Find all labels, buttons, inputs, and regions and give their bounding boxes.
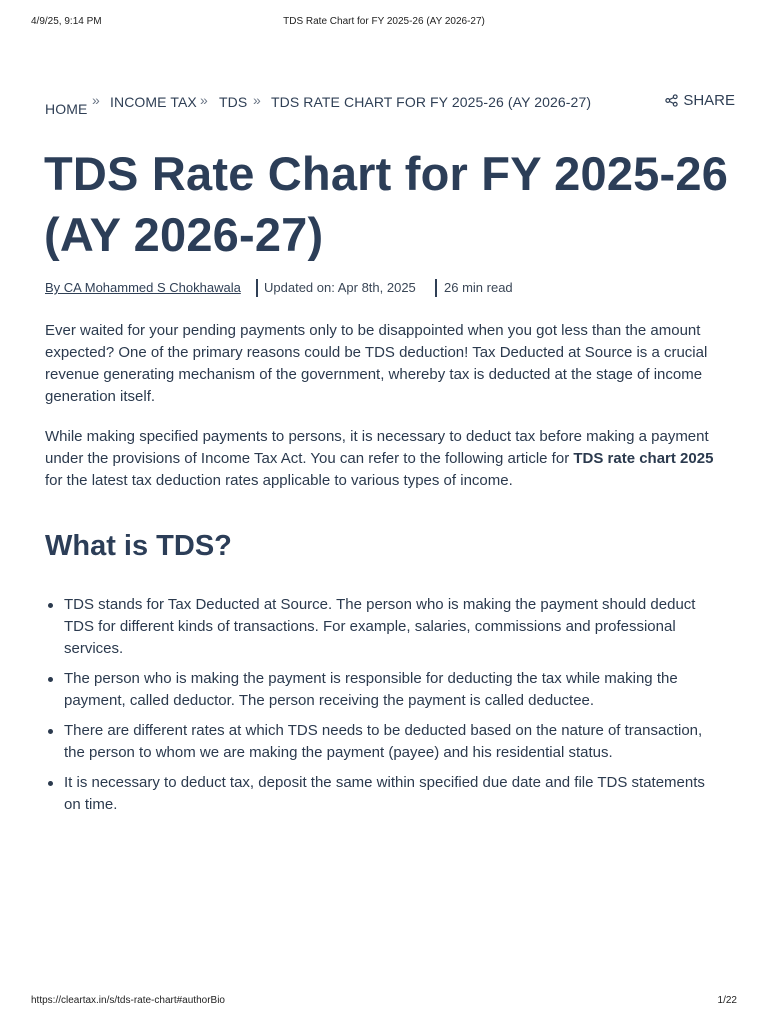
- share-button[interactable]: [665, 92, 735, 109]
- share-icon: [665, 94, 678, 107]
- page-title-line2: (AY 2026-27): [44, 208, 324, 261]
- intro-paragraph: Ever waited for your pending payments only to be disappointed when you got less than the amount expected? One of the primary reasons could be TDS deduction! Tax Deducted at Source is a crucial revenue generating mechanism of the government, whereby tax is deducted at the stage of income generation itself.: [45, 322, 708, 405]
- read-time: 26 min read: [444, 280, 513, 295]
- list-item: [45, 772, 715, 816]
- print-datetime: 4/9/25, 9:14 PM: [31, 16, 102, 27]
- breadcrumb-income-tax[interactable]: INCOME TAX: [110, 94, 197, 110]
- list-item-text: TDS stands for Tax Deducted at Source. The person who is making the payment should deduct TDS for different kinds of transactions. For example, salaries, commissions and professional services.: [64, 596, 696, 657]
- bullet-icon: [48, 603, 53, 608]
- print-header: [0, 16, 768, 30]
- list-item: [45, 594, 715, 660]
- print-page-number: 1/22: [717, 995, 737, 1006]
- author-link[interactable]: By CA Mohammed S Chokhawala: [45, 280, 241, 295]
- second-paragraph: [45, 426, 735, 492]
- bullet-icon: [48, 781, 53, 786]
- breadcrumb-current: TDS RATE CHART FOR FY 2025-26 (AY 2026-27): [271, 94, 592, 110]
- page-title: [44, 143, 734, 265]
- tds-bullet-list: [45, 594, 715, 824]
- section-heading: What is TDS?: [45, 530, 232, 562]
- page-title-line1: TDS Rate Chart for FY 2025-26: [44, 147, 729, 200]
- bullet-icon: [48, 677, 53, 682]
- paragraph-text: While making specified payments to persons, it is necessary to deduct tax before making a payment under the provisions of Income Tax Act. You can refer to the following article for: [45, 428, 709, 467]
- updated-date: Updated on: Apr 8th, 2025: [264, 280, 416, 295]
- print-url: https://cleartax.in/s/tds-rate-chart#authorBio: [31, 995, 225, 1006]
- list-item: [45, 720, 715, 764]
- breadcrumb-separator-icon: »: [253, 92, 261, 108]
- breadcrumb: [45, 92, 735, 116]
- share-label: SHARE: [683, 92, 735, 109]
- paragraph-text: for the latest tax deduction rates applicable to various types of income.: [45, 472, 513, 489]
- breadcrumb-tds[interactable]: TDS: [219, 94, 248, 110]
- breadcrumb-separator-icon: »: [200, 92, 208, 108]
- list-item-text: There are different rates at which TDS needs to be deducted based on the nature of transaction, the person to whom we are making the payment (payee) and his residential status.: [64, 722, 703, 761]
- meta-divider: [256, 279, 258, 297]
- print-footer: [0, 995, 768, 1009]
- bullet-icon: [48, 729, 53, 734]
- list-item: [45, 668, 715, 712]
- print-page-title: TDS Rate Chart for FY 2025-26 (AY 2026-27): [283, 16, 485, 27]
- tds-rate-chart-link[interactable]: TDS rate chart 2025: [573, 450, 714, 467]
- list-item-text: The person who is making the payment is responsible for deducting the tax while making the payment, called deductor. The person receiving the payment is called deductee.: [64, 670, 678, 709]
- breadcrumb-home[interactable]: HOME: [45, 101, 88, 117]
- meta-divider: [435, 279, 437, 297]
- breadcrumb-separator-icon: »: [92, 92, 100, 108]
- list-item-text: It is necessary to deduct tax, deposit the same within specified due date and file TDS statements on time.: [64, 774, 705, 813]
